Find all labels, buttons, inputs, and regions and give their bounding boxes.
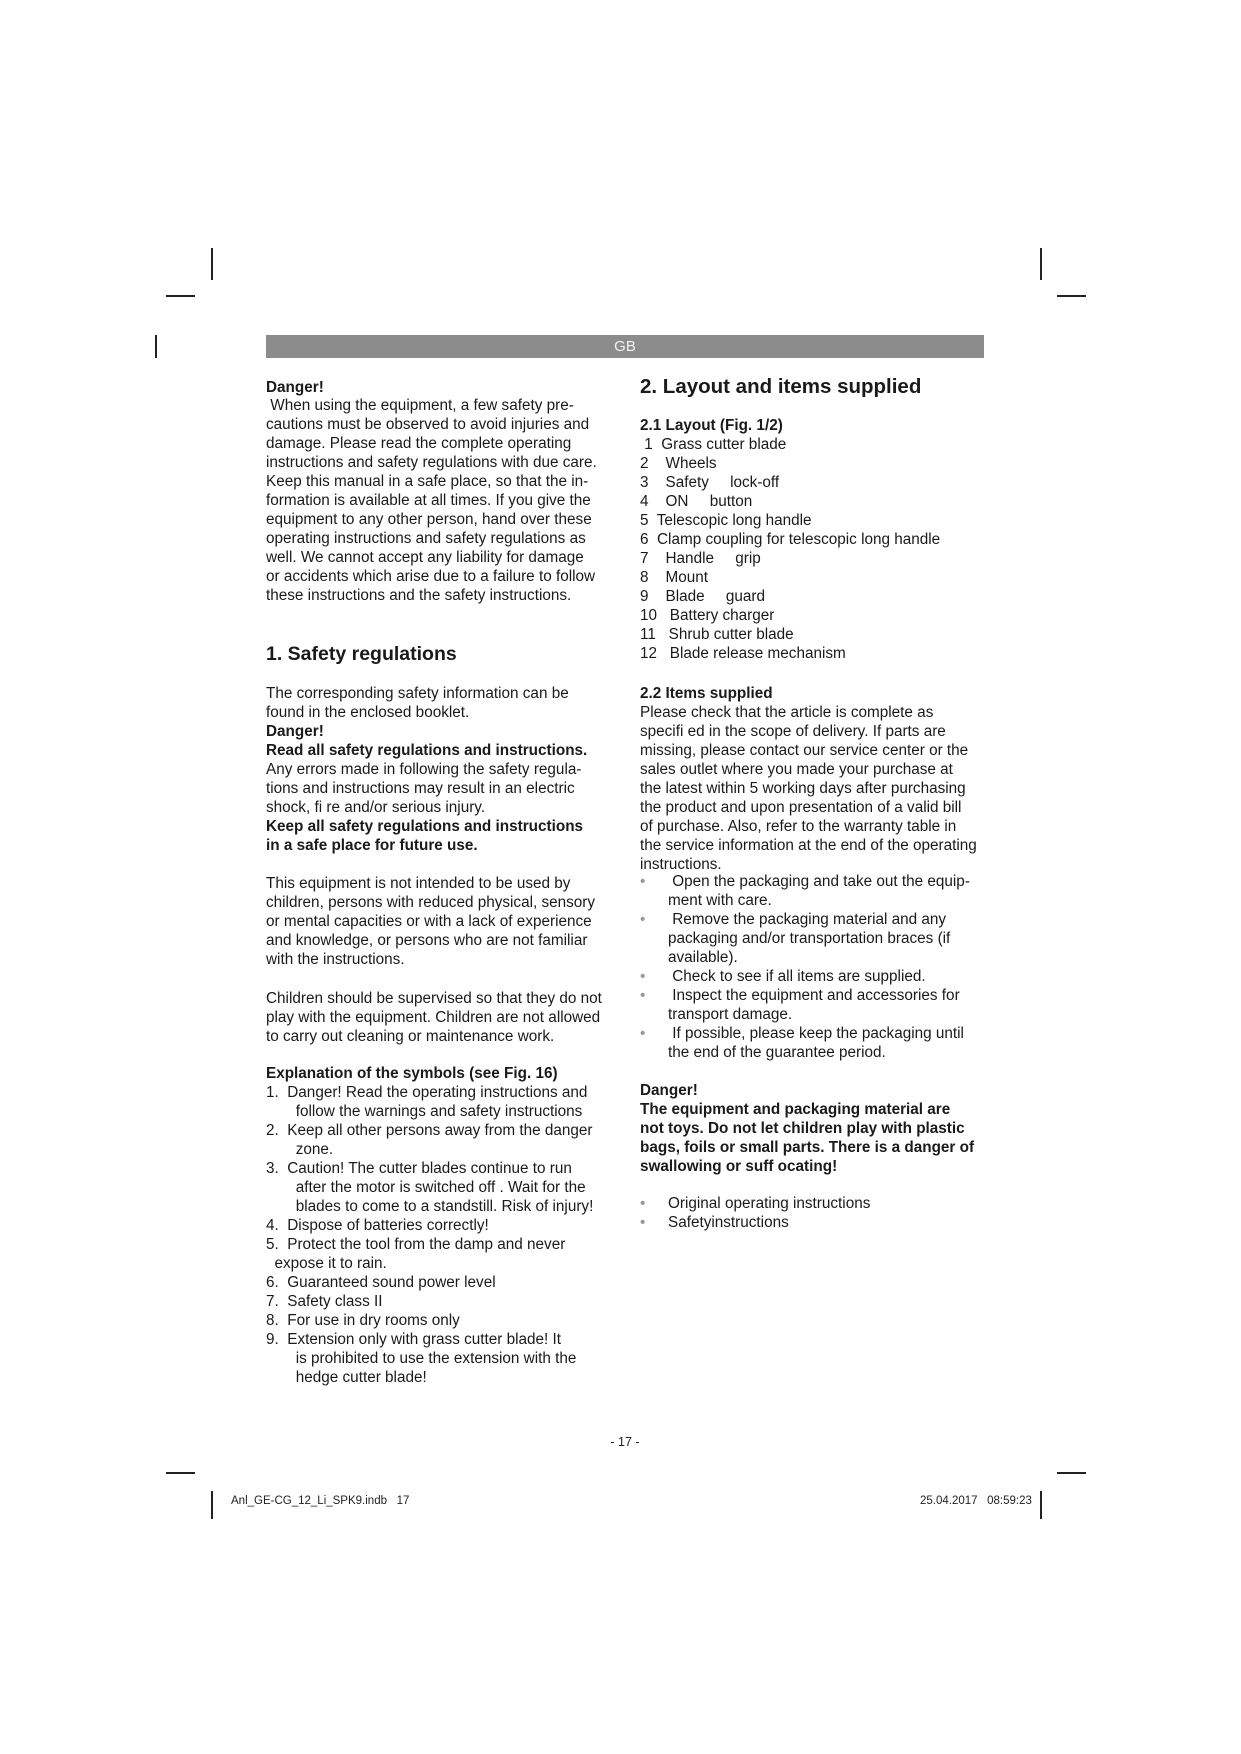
list-item bbox=[640, 1194, 870, 1213]
section-2-title: 2. Layout and items supplied bbox=[640, 375, 922, 398]
list-item bbox=[640, 967, 970, 986]
crop-mark bbox=[166, 295, 195, 297]
page-number: - 17 - bbox=[610, 1435, 640, 1449]
packaging-danger-title: Danger! bbox=[640, 1082, 698, 1099]
safety-block bbox=[266, 684, 587, 855]
bullet-icon: • bbox=[640, 873, 646, 890]
safety-keep-text: Keep all safety regulations and instructions in a safe place for future use. bbox=[266, 818, 584, 854]
supplied-title: 2.2 Items supplied bbox=[640, 685, 773, 702]
intro-text: When using the equipment, a few safety pre- cautions must be observed to avoid injuries and damage. Please read the complete operating instructions and safety regulations with due care. Keep this manual in a safe place, so that the in- formation is available at all times. If you give the equipment to any other person, hand over these operating instructions and safety regulations as well. We cannot accept any liability for damage or accidents which arise due to a failure to follow these instructions and the safety instructions. bbox=[266, 397, 597, 604]
unpacking-list bbox=[640, 872, 970, 1062]
list-item-text: Check to see if all items are supplied. bbox=[668, 968, 926, 985]
list-item-text: Inspect the equipment and accessories for transport damage. bbox=[668, 987, 960, 1023]
safety-errors-text: Any errors made in following the safety regula- tions and instructions may result in an electric shock, fi re and/or serious injury. bbox=[266, 761, 582, 816]
bullet-icon: • bbox=[640, 968, 646, 985]
crop-mark bbox=[211, 248, 213, 280]
symbols-list: 1. Danger! Read the operating instructions and follow the warnings and safety instructions 2. Keep all other persons away from the danger zone. 3. Caution! The cutter blades continue to run after the motor is switched off . Wait for the blades to come to a standstill. Risk of injury! 4. Dispose of batteries correctly! 5. Protect the tool from the damp and never expose it to rain. 6. Guaranteed sound power level 7. Safety class II 8. For use in dry rooms only 9. Extension only with grass cutter blade! It is prohibited to use the extension with the hedge cutter blade! bbox=[266, 1084, 594, 1386]
crop-mark bbox=[1057, 1472, 1086, 1474]
packaging-danger-text: The equipment and packaging material are not toys. Do not let children play with plastic bags, foils or small parts. There is a danger of swallowing or suff ocating! bbox=[640, 1101, 975, 1175]
symbols-title: Explanation of the symbols (see Fig. 16) bbox=[266, 1065, 558, 1082]
documents-list bbox=[640, 1194, 870, 1232]
list-item-text: Safetyinstructions bbox=[668, 1214, 789, 1231]
layout-items: 1 Grass cutter blade 2 Wheels 3 Safety lock-off 4 ON button 5 Telescopic long handle 6 Clamp coupling for telescopic long handle 7 Handle grip 8 Mount 9 Blade guard 10 Battery charger 11 Shrub cutter blade 12 Blade release mechanism bbox=[640, 436, 941, 662]
supplied-text: Please check that the article is complete as specifi ed in the scope of delivery. If parts are missing, please contact our service center or the sales outlet where you made your purchase at the latest within 5 working days after purchasing the product and upon presentation of a valid bill of purchase. Also, refer to the warranty table in the service information at the end of the operating instructions. bbox=[640, 704, 977, 873]
list-item bbox=[640, 872, 970, 910]
crop-mark bbox=[166, 1472, 195, 1474]
layout-title: 2.1 Layout (Fig. 1/2) bbox=[640, 417, 783, 434]
bullet-icon: • bbox=[640, 1195, 646, 1212]
bullet-icon: • bbox=[640, 1214, 646, 1231]
footer-timestamp: 25.04.2017 08:59:23 bbox=[920, 1495, 1032, 1507]
list-item-text: Original operating instructions bbox=[668, 1195, 871, 1212]
bullet-icon: • bbox=[640, 987, 646, 1004]
children-capacity-text: This equipment is not intended to be used by children, persons with reduced physical, sensory or mental capacities or with a lack of experience and knowledge, or persons who are not familiar with the instructions. bbox=[266, 875, 596, 968]
bullet-icon: • bbox=[640, 1025, 646, 1042]
section-1-title: 1. Safety regulations bbox=[266, 643, 457, 665]
safety-intro: The corresponding safety information can be found in the enclosed booklet. bbox=[266, 685, 569, 721]
footer-file-name: Anl_GE-CG_12_Li_SPK9.indb 17 bbox=[231, 1495, 410, 1507]
children-supervision-text: Children should be supervised so that they do not play with the equipment. Children are not allowed to carry out cleaning or maintenance work. bbox=[266, 990, 602, 1045]
crop-mark bbox=[211, 1491, 213, 1519]
list-item bbox=[640, 986, 970, 1024]
list-item-text: If possible, please keep the packaging until the end of the guarantee period. bbox=[668, 1025, 964, 1061]
crop-mark bbox=[1057, 295, 1086, 297]
safety-danger: Danger! Read all safety regulations and instructions. bbox=[266, 723, 588, 759]
list-item bbox=[640, 1213, 870, 1232]
list-item bbox=[640, 1024, 970, 1062]
crop-mark bbox=[1040, 248, 1042, 280]
list-item-text: Remove the packaging material and any packaging and/or transportation braces (if available). bbox=[668, 911, 951, 966]
bullet-icon: • bbox=[640, 911, 646, 928]
crop-mark bbox=[1040, 1491, 1042, 1519]
crop-mark bbox=[155, 335, 157, 358]
list-item-text: Open the packaging and take out the equip- ment with care. bbox=[668, 873, 970, 909]
list-item bbox=[640, 910, 970, 967]
intro-danger-title: Danger! bbox=[266, 379, 324, 396]
language-header-bar: GB bbox=[266, 335, 984, 358]
